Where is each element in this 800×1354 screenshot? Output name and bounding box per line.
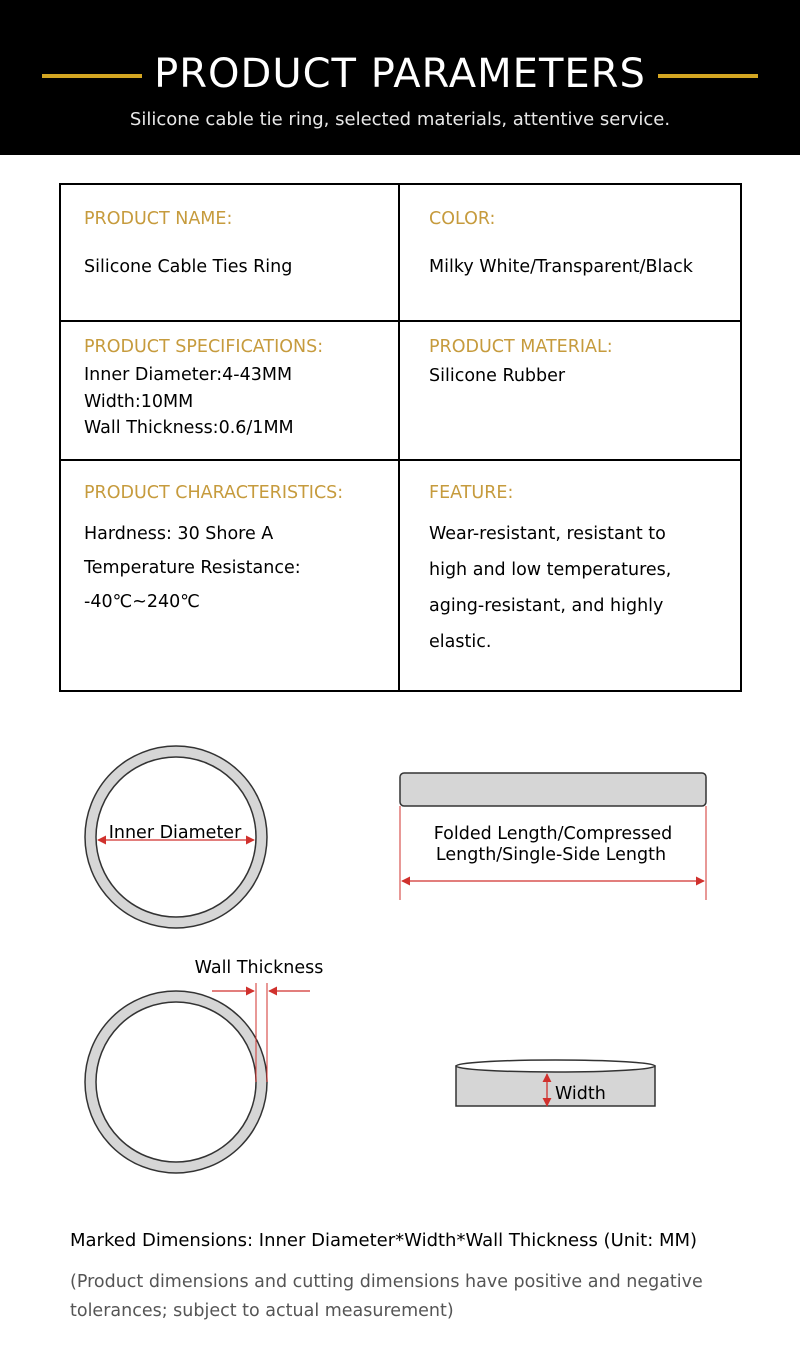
ring2-inner-edge bbox=[96, 1002, 256, 1162]
folded-strip bbox=[400, 773, 706, 806]
specifications-label: PRODUCT SPECIFICATIONS: bbox=[84, 337, 324, 357]
feature-line-1: Wear-resistant, resistant to bbox=[429, 524, 666, 544]
inner-diameter-text: Inner Diameter bbox=[108, 823, 242, 843]
characteristics-values bbox=[84, 517, 301, 619]
tolerance-note: (Product dimensions and cutting dimensions have positive and negative tolerances; subject to actual measurement) bbox=[70, 1272, 703, 1321]
material-label: PRODUCT MATERIAL: bbox=[429, 337, 613, 357]
wall-thickness-text: Wall Thickness bbox=[194, 958, 324, 978]
ring-inner-diameter-diagram bbox=[85, 746, 267, 928]
spec-inner-diameter: Inner Diameter:4-43MM bbox=[84, 365, 293, 385]
strip-length-diagram bbox=[400, 773, 706, 900]
product-name-label: PRODUCT NAME: bbox=[84, 209, 233, 229]
feature-values bbox=[429, 516, 671, 660]
marked-dimensions-note: Marked Dimensions: Inner Diameter*Width*Wall Thickness (Unit: MM) bbox=[70, 1230, 698, 1251]
dimension-diagrams bbox=[0, 700, 800, 1200]
title-accent-line-right bbox=[658, 74, 758, 78]
feature-line-4: elastic. bbox=[429, 632, 492, 652]
header-banner bbox=[0, 0, 800, 155]
folded-length-text-line1: Folded Length/Compressed bbox=[433, 824, 673, 844]
folded-length-text-line2: Length/Single-Side Length bbox=[435, 845, 667, 865]
page-title: PRODUCT PARAMETERS bbox=[154, 51, 646, 97]
color-value: Milky White/Transparent/Black bbox=[429, 257, 693, 277]
table-border-top bbox=[59, 183, 742, 185]
spec-wall-thickness: Wall Thickness:0.6/1MM bbox=[84, 418, 294, 438]
char-temperature-range: -40℃~240℃ bbox=[84, 592, 200, 612]
table-divider-vertical bbox=[398, 183, 400, 692]
band-width-diagram bbox=[456, 1060, 655, 1106]
table-border-bottom bbox=[59, 690, 742, 692]
char-temperature-label: Temperature Resistance: bbox=[84, 558, 301, 578]
table-divider-row2 bbox=[59, 459, 742, 461]
table-border-left bbox=[59, 183, 61, 692]
char-hardness: Hardness: 30 Shore A bbox=[84, 524, 274, 544]
material-value: Silicone Rubber bbox=[429, 366, 566, 386]
feature-line-2: high and low temperatures, bbox=[429, 560, 672, 580]
product-name-value: Silicone Cable Ties Ring bbox=[84, 257, 293, 277]
specifications-values bbox=[84, 362, 294, 442]
feature-label: FEATURE: bbox=[429, 483, 514, 503]
color-label: COLOR: bbox=[429, 209, 496, 229]
feature-line-3: aging-resistant, and highly bbox=[429, 596, 664, 616]
spec-width: Width:10MM bbox=[84, 391, 194, 412]
page-subtitle: Silicone cable tie ring, selected materials, attentive service. bbox=[129, 109, 671, 130]
ring-wall-thickness-diagram bbox=[85, 958, 323, 1173]
table-divider-row1 bbox=[59, 320, 742, 322]
width-text: Width bbox=[555, 1084, 606, 1104]
band-top-rim bbox=[456, 1060, 655, 1072]
table-border-right bbox=[740, 183, 742, 692]
characteristics-label: PRODUCT CHARACTERISTICS: bbox=[84, 483, 344, 503]
